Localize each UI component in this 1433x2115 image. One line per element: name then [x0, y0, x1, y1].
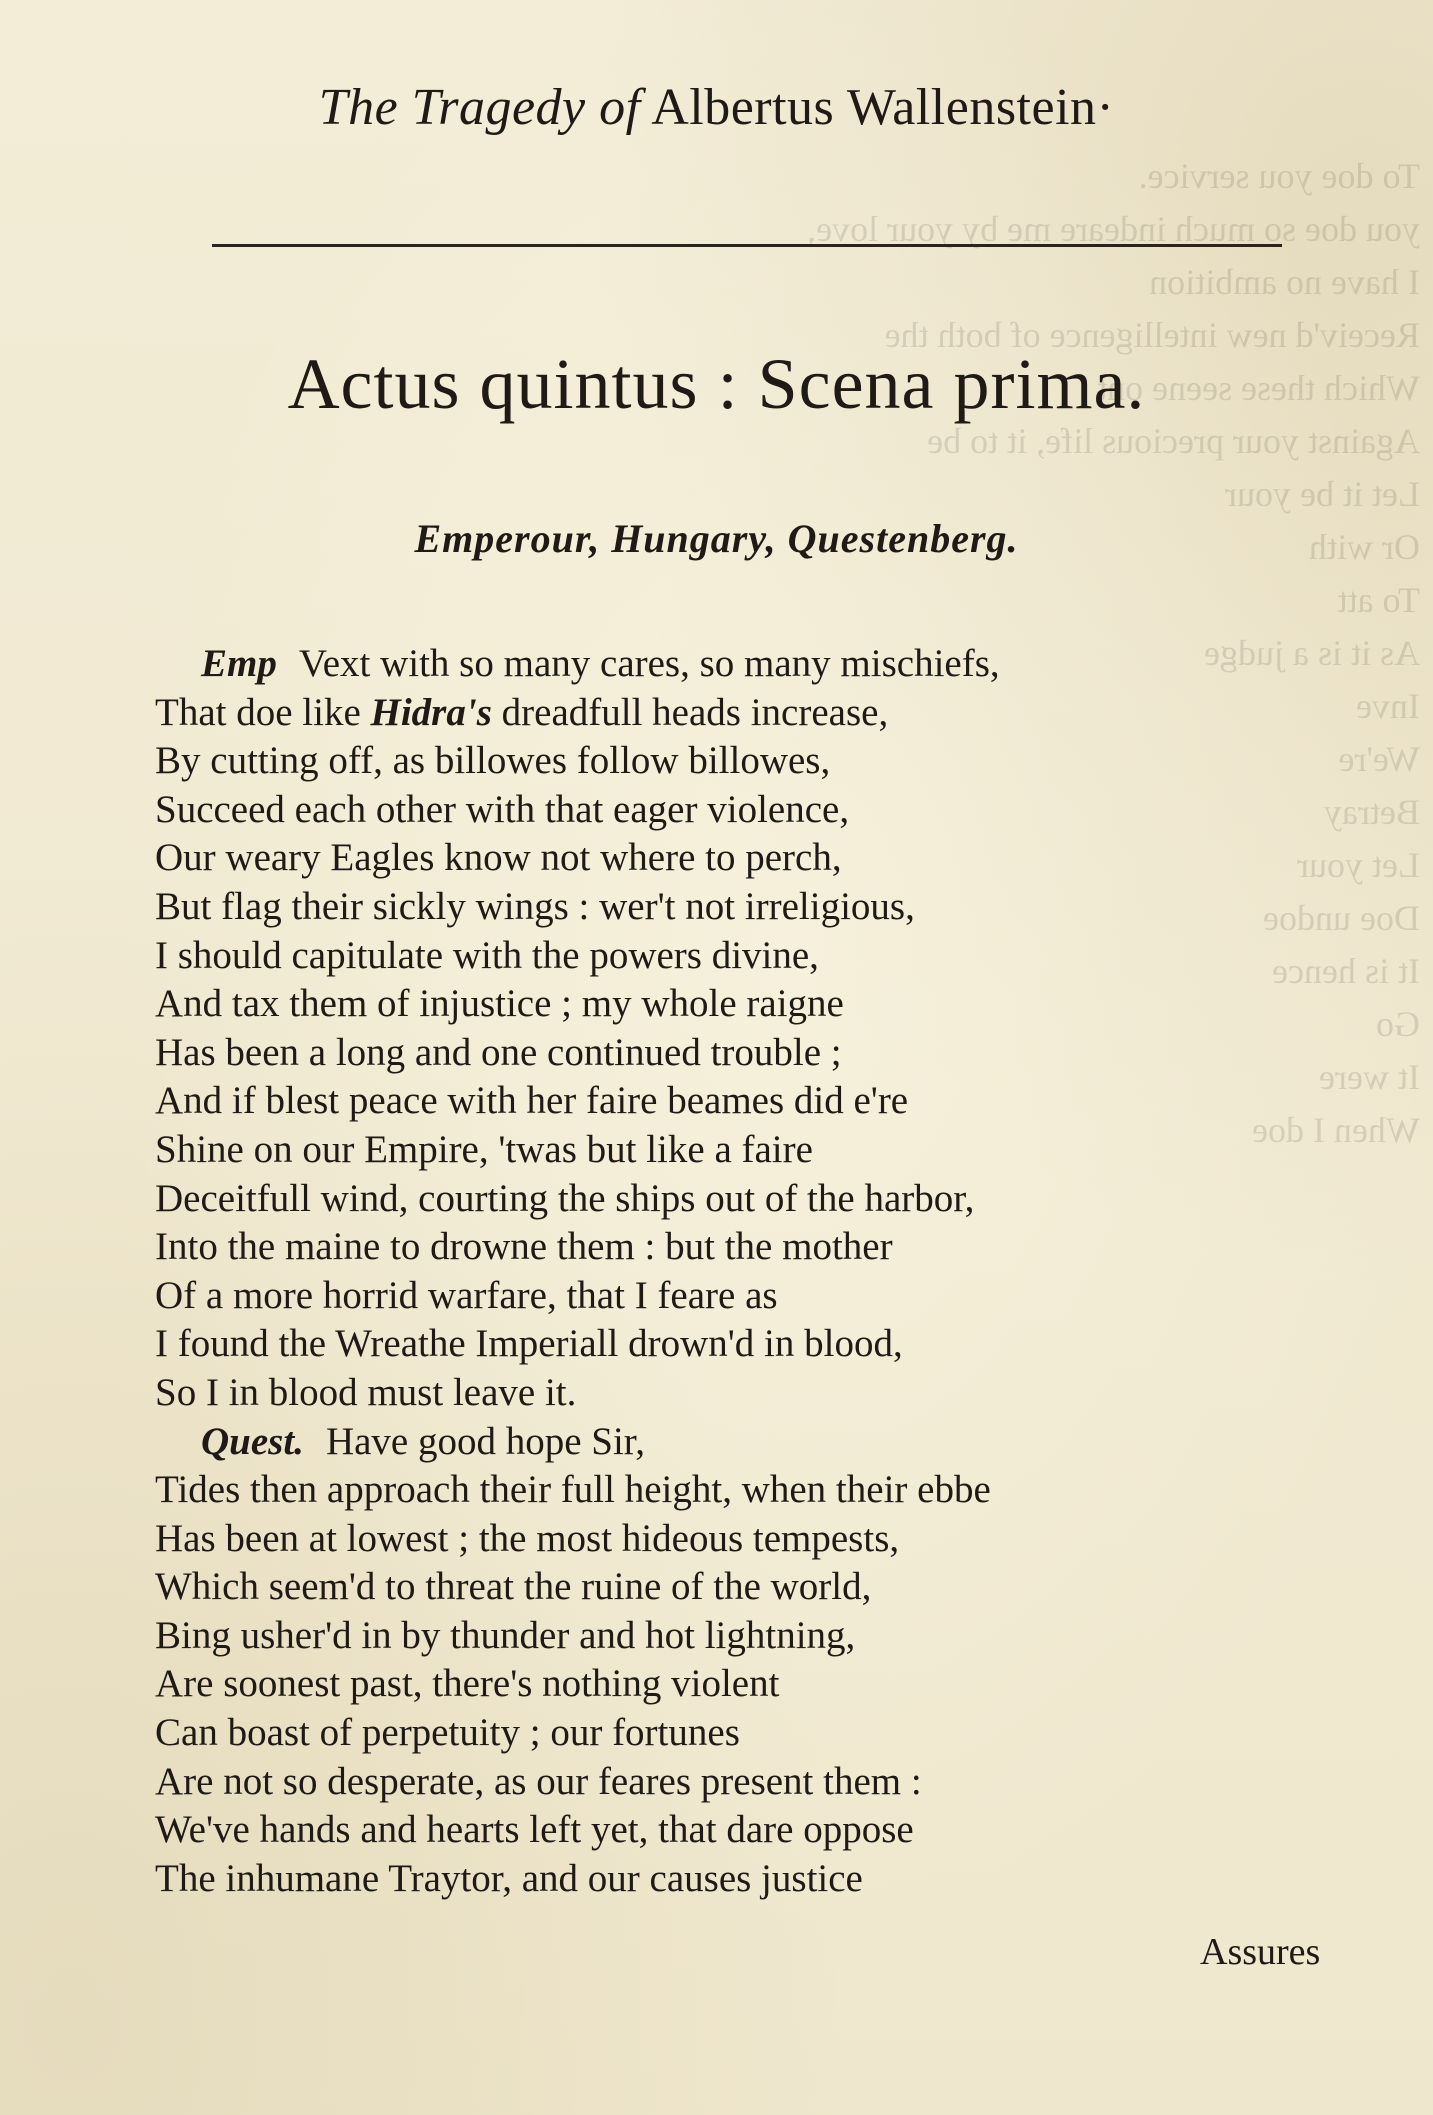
act-scene-title: Actus quintus : Scena prima.: [287, 344, 1146, 424]
verse-text: [155, 640, 1335, 1903]
verse-line-part: dreadfull heads increase,: [501, 690, 889, 734]
verse-line: I found the Wreathe Imperiall drown'd in blood,: [155, 1322, 903, 1366]
speech-line: [155, 689, 1335, 738]
verse-line: Shine on our Empire, 'twas but like a faire: [155, 1127, 813, 1171]
verse-line: Has been a long and one continued trouble ;: [155, 1030, 842, 1074]
speech-line: [155, 640, 1335, 689]
verse-line: By cutting off, as billowes follow billowes,: [155, 739, 831, 783]
show-through-text: To doe you service. you doe so much indeare me by your love, I have no ambition Receiv'd new intelligence of both the Which these seene ont Against your precious life, it to be Let it be your Or with To att As it is a judge Inve We're Betray Let your Doe undoe It is hence Go It were When I doe: [807, 156, 1420, 1150]
speaker-emp: Emp: [201, 642, 277, 685]
speech-line: [155, 1418, 1335, 1467]
verse-line: So I in blood must leave it.: [155, 1370, 577, 1414]
verse-line: Bing usher'd in by thunder and hot lightning,: [155, 1613, 856, 1657]
dramatis-personae: Emperour, Hungary, Questenberg.: [414, 516, 1019, 561]
running-head-roman: Albertus Wallenstein·: [651, 79, 1115, 136]
verse-line: Have good hope Sir,: [325, 1419, 645, 1463]
verse-line: Our weary Eagles know not where to perch,: [155, 836, 842, 880]
verse-line-italic: Hidra's: [370, 690, 492, 734]
verse-line: And tax them of injustice ; my whole raigne: [155, 982, 844, 1026]
verse-line: We've hands and hearts left yet, that dare oppose: [155, 1808, 914, 1852]
catchword: Assures: [1200, 1931, 1321, 1973]
header-rule: [212, 244, 1282, 247]
verse-line: Of a more horrid warfare, that I feare as: [155, 1273, 778, 1317]
verse-line: Has been at lowest ; the most hideous tempests,: [155, 1516, 900, 1560]
running-head-italic: The Tragedy of: [318, 79, 641, 136]
verse-line: Vext with so many cares, so many mischiefs,: [298, 642, 1000, 685]
verse-line: I should capitulate with the powers divine,: [155, 933, 819, 977]
running-head: [0, 78, 1433, 137]
verse-line: Deceitfull wind, courting the ships out of the harbor,: [155, 1176, 975, 1220]
verse-line: Are not so desperate, as our feares present them :: [155, 1759, 922, 1803]
speaker-quest: Quest.: [201, 1419, 304, 1463]
verse-line: The inhumane Traytor, and our causes justice: [155, 1856, 863, 1900]
verse-line: Tides then approach their full height, when their ebbe: [155, 1468, 991, 1512]
verse-line: Are soonest past, there's nothing violent: [155, 1662, 780, 1706]
verse-line: Succeed each other with that eager violence,: [155, 787, 850, 831]
verse-line: Can boast of perpetuity ; our fortunes: [155, 1711, 740, 1755]
verse-line: But flag their sickly wings : wer't not irreligious,: [155, 884, 915, 928]
verse-line: Into the maine to drowne them : but the mother: [155, 1225, 893, 1269]
verse-line-part: That doe like: [155, 690, 361, 734]
verse-line: And if blest peace with her faire beames did e're: [155, 1079, 909, 1123]
verse-line: Which seem'd to threat the ruine of the world,: [155, 1565, 872, 1609]
